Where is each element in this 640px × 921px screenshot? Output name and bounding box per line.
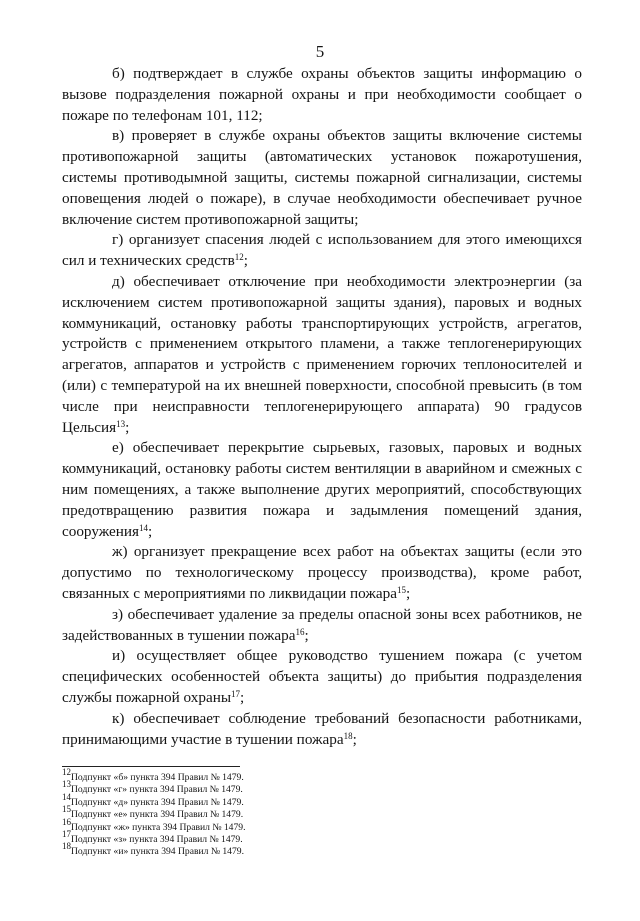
footnote-text: Подпункт «и» пункта 394 Правил № 1479. [71,846,244,858]
paragraph-tail: ; [243,252,248,270]
footnote-number: 17 [62,829,71,840]
footnote-text: Подпункт «д» пункта 394 Правил № 1479. [71,796,244,808]
footnote [62,804,462,821]
footnote-text: Подпункт «е» пункта 394 Правил № 1479. [71,809,244,821]
paragraph-v [62,126,582,230]
body-text [62,64,582,750]
paragraph-text: и) осуществляет общее руководство тушением пожара (с учетом специфических особенностей объекта защиты) до прибытия подразделения службы пожарной охраны [62,647,582,706]
paragraph-z [62,605,582,647]
footnote-text: Подпункт «г» пункта 394 Правил № 1479. [71,784,243,796]
paragraph-i [62,646,582,708]
footnote-text: Подпункт «ж» пункта 394 Правил № 1479. [71,821,246,833]
page-number: 5 [315,42,325,61]
paragraph-text: з) обеспечивает удаление за пределы опасной зоны всех работников, не задействованных в тушении пожара [62,605,582,644]
footnote [62,791,462,809]
paragraph-text: к) обеспечивает соблюдение требований безопасности работниками, принимающими участие в тушении пожара [62,709,582,748]
footnote-number: 16 [62,816,71,827]
footnote [62,829,462,846]
footnote-ref: 15 [396,584,406,595]
footnote-number: 14 [62,791,71,802]
footnote [62,767,462,784]
footnote [62,816,462,834]
paragraph-tail: ; [148,522,153,540]
paragraph-g [62,230,582,272]
paragraph-tail: ; [125,418,130,436]
footnote-ref: 16 [295,626,305,637]
footnote [62,841,462,858]
paragraph-d [62,272,582,438]
footnote-number: 18 [62,841,71,852]
paragraph-tail: ; [304,626,309,644]
paragraph-text: д) обеспечивает отключение при необходимости электроэнергии (за исключением систем противопожарной защиты здания), паровых и водных коммуникаций, остановку работы транспортирующих устройств, агрегатов, устройств с применением открытого пламени, а также теплогенерирующих агрегатов, аппаратов и устройств с применением горючих теплоносителей и (или) с температурой на их внешней поверхности, способной превысить (в том числе при неисправности теплогенерирующего аппарата) 90 градусов Цельсия [62,272,582,436]
footnote-text: Подпункт «з» пункта 394 Правил № 1479. [71,834,243,846]
paragraph-e [62,438,582,542]
paragraph-text: г) организует спасения людей с использованием для этого имеющихся сил и технических средств [62,231,582,270]
paragraph-tail: ; [352,730,357,748]
paragraph-text: ж) организует прекращение всех работ на объектах защиты (если это допустимо по технологическому процессу производства), кроме работ, связанных с мероприятиями по ликвидации пожара [62,543,582,602]
footnotes [62,767,462,859]
footnote-ref: 14 [139,522,148,533]
paragraph-text: е) обеспечивает перекрытие сырьевых, газовых, паровых и водных коммуникаций, остановку работы систем вентиляции в аварийном и смежных с ним помещениях, а также выполнение других мероприятий, способствующих предотвращению развития пожара и задымления помещений здания, сооружения [62,439,582,540]
paragraph-b [62,64,582,126]
paragraph-tail: ; [405,584,411,602]
footnote-number: 13 [62,779,71,790]
paragraph-text: б) подтверждает в службе охраны объектов защиты информацию о вызове подразделения пожарной охраны и при необходимости сообщает о пожаре по телефонам 101, 112; [62,65,582,124]
footnote [62,779,462,796]
footnote-ref: 13 [116,418,126,429]
footnote-text: Подпункт «б» пункта 394 Правил № 1479. [71,772,244,783]
footnote-number: 12 [62,767,71,777]
footnote-ref: 17 [231,688,241,699]
footnote-ref: 18 [343,730,353,741]
footnote-ref: 12 [234,252,244,263]
paragraph-zh [62,542,582,604]
footnote-divider [62,766,240,767]
footnote-number: 15 [62,804,71,815]
paragraph-tail: ; [240,688,245,706]
paragraph-k [62,709,582,751]
paragraph-text: в) проверяет в службе охраны объектов защиты включение системы противопожарной защиты (автоматических установок пожаротушения, системы противодымной защиты, системы пожарной сигнализации, системы оповещения людей о пожаре), в случае необходимости обеспечивает ручное включение систем противопожарной защиты; [62,127,582,228]
